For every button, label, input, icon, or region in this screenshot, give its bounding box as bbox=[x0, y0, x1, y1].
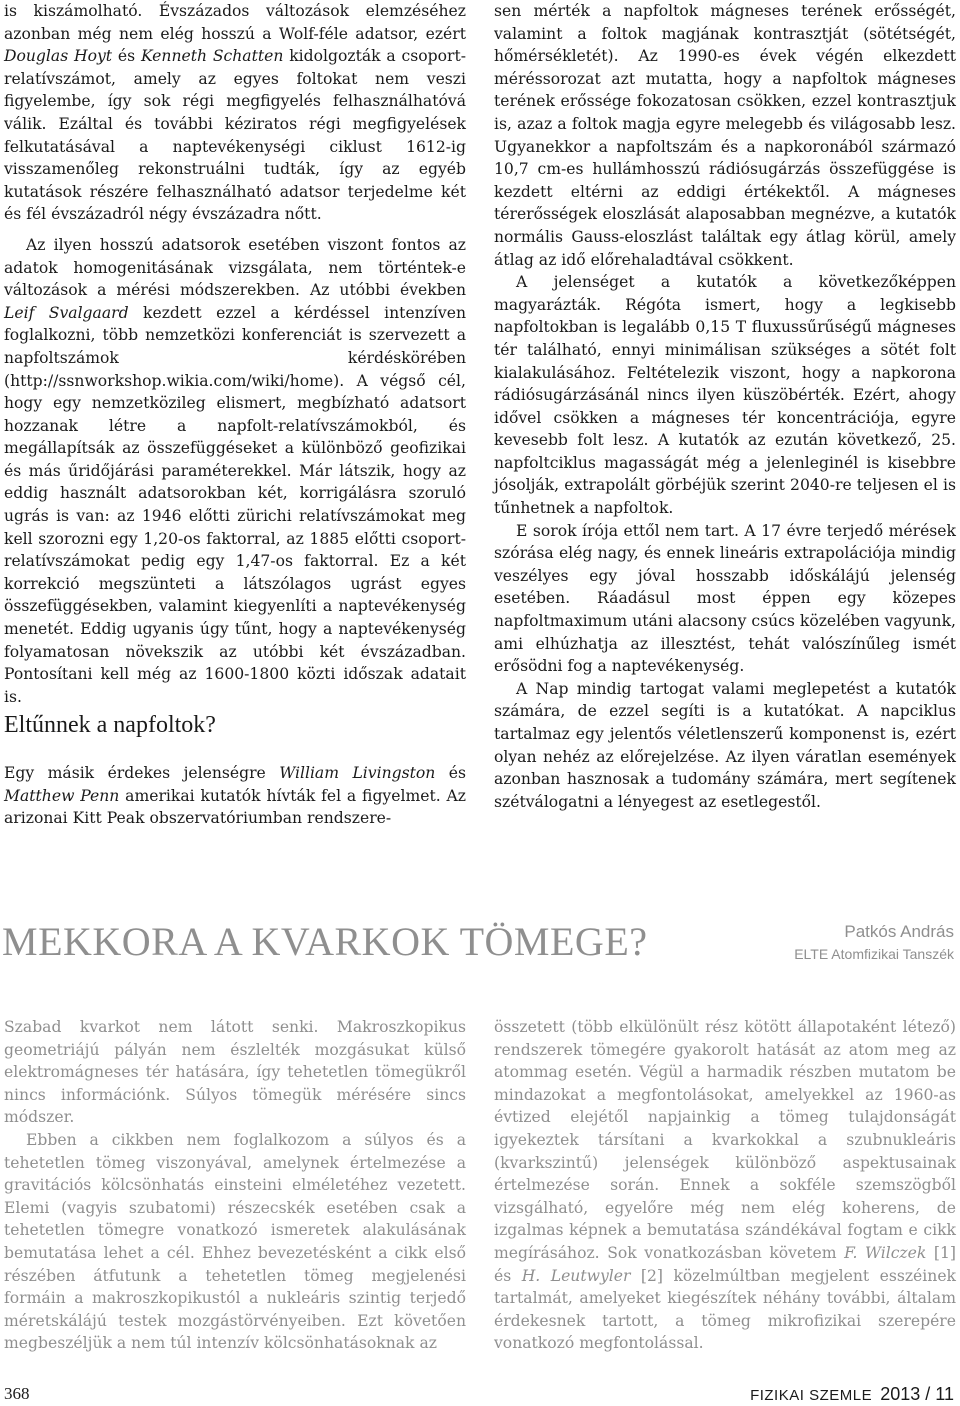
text-run: kidolgozták a csoport-relatívszámot, amely az egyes foltokat nem veszi figyelembe, így sok régi megfigyelés felhasználhatóvá válik. Ezáltal és további kéziratos régi megfigyelések felkutatásával a naptevékenységi ciklust 1612-ig visszamenőleg rekonstruálni tudták, így az egyéb kutatások részére felhasználható adatsor terjedelme két és fél évszázadról négy évszázadra nőtt. bbox=[4, 47, 466, 224]
italic-name: H. Leutwyler bbox=[521, 1266, 631, 1285]
text-run: is kiszámolható. Évszázados változások elemzéséhez azonban még nem elég hosszú a Wolf-féle adatsor, ezért bbox=[4, 2, 466, 43]
journal-footer bbox=[750, 1384, 954, 1405]
paragraph bbox=[494, 1016, 956, 1355]
italic-name: Matthew Penn bbox=[4, 786, 120, 805]
paragraph bbox=[494, 678, 956, 814]
text-run: Egy másik érdekes jelenségre bbox=[4, 764, 280, 782]
paragraph bbox=[494, 0, 956, 271]
text-run: amerikai kutatók hívták fel a figyelmet. Az arizonai Kitt Peak obszervatóriumban rendszere- bbox=[4, 786, 466, 828]
magazine-name: FIZIKAI SZEMLE bbox=[750, 1387, 873, 1404]
paragraph bbox=[494, 520, 956, 678]
text-run: Az ilyen hosszú adatsorok esetében viszont fontos az adatok homogenitásának vizsgálata, nem történtek-e változások a mérési módszerekben. Az utóbbi években bbox=[4, 235, 466, 300]
italic-name: William Livingston bbox=[279, 764, 436, 782]
italic-name: F. Wilczek bbox=[844, 1243, 927, 1262]
article-right-column bbox=[494, 1016, 956, 1355]
paragraph bbox=[4, 1129, 466, 1355]
paragraph bbox=[4, 234, 466, 708]
text-run: E sorok írója ettől nem tart. A 17 évre terjedő mérések szórása elég nagy, és ennek lineáris extrapolációja mindig veszélyes egy jóval hosszabb időskálájú jelenség esetében. Ráadásul most éppen egy közepes napfoltmaximum utáni alacsony csúcs közelében vagyunk, ami elhúzhatja az illesztést, tehát valószínűleg ismét erősödni fog a naptevékenység. bbox=[494, 521, 956, 676]
text-run: összetett (több elkülönült rész kötött állapotaként létező) rendszerek tömegére gyakorolt hatását az atom meg az atommag esetén. Végül a harmadik részben mutatom be mindazokat a megfontolásokat, amelyekkel az 1960-as évtized elejétől napjainkig a tömeg tulajdonságát igyekeztek társítani a kvarkokkal a szubnukleáris (kvarkszintű) jelenségek különböző aspektusainak értelmezése során. Ennek a sokféle szemszögből vizsgálható, egyelőre még nem elég koherens, de izgalmas képnek a bemutatása szándékával fogtam e cikk megírásához. Sok vonatkozásban követem bbox=[494, 1018, 956, 1262]
text-run: [2] közelmúltban megjelent esszéinek tartalmát, amelyeket kiegészítek néhány további, általam érdekesnek tartott, a tömeg mikrofizikai szerepére vonatkozó megfontolással. bbox=[494, 1266, 956, 1353]
section-intro bbox=[4, 762, 466, 830]
issue-number: 2013 / 11 bbox=[880, 1384, 954, 1404]
left-column-top bbox=[4, 0, 466, 708]
text-run: A Nap mindig tartogat valami meglepetést a kutatók számára, de ezzel segíti is a kutatókat. A napciklus tartalmaz egy jelentős véletlenszerű komponenst is, ezért olyan nehéz az előrejelzése. Az ilyen váratlan események azonban hasznosak a tudomány számára, mert segítenek szétválogatni a lényegest az esetlegestől. bbox=[494, 679, 956, 811]
author-affiliation: ELTE Atomfizikai Tanszék bbox=[794, 946, 954, 962]
italic-name: Kenneth Schatten bbox=[140, 47, 284, 66]
italic-name: Douglas Hoyt bbox=[4, 47, 113, 66]
text-run: és bbox=[435, 764, 466, 782]
italic-name: Leif Svalgaard bbox=[4, 303, 129, 322]
text-run: Ebben a cikkben nem foglalkozom a súlyos és a tehetetlen tömeg viszonyával, amelynek értelmezése a gravitációs kölcsönhatás einsteini elméletéhez vezetett. Elemi (vagyis szubatomi) részecskék esetében csak a tehetetlen tömegre vonatkozó ismeretek alakulásának bemutatása lehet a cél. Ehhez bevezetésként a cikk első részében átfutunk a tehetetlen tömeg megjelenési formáin a makroszkopikustól a nukleáris szintig terjedő méretskálájú testek mozgástörvényeiben. Ezt követően megbeszéljük a nem túl intenzív kölcsönhatásoknak az bbox=[4, 1130, 466, 1353]
text-run: kezdett ezzel a kérdéssel intenzíven foglalkozni, több nemzetközi konferenciát is szervezett a napfoltszámok kérdéskörében (http://ssnworkshop.wikia.com/wiki/home). A végső cél, hogy egy nemzetközileg elismert, megbízható adatsort hozzanak létre a napfolt-relatívszámokból, és megállapítsák az összefüggéseket a különböző geofizikai és más űridőjárási paraméterekkel. Már látszik, hogy az eddig használt adatsorokban két, korrigálásra szoruló ugrás is van: az 1946 előtti zürichi relatívszámokat meg kell szorozni egy 1,20-os faktorral, az 1885 előtti csoport-relatívszámokat pedig egy 1,47-os faktorral. Ez a két korrekció megszünteti a látszólagos ugrást egyes összefüggésekben, valamint kiegyenlíti a naptevékenység menetét. Eddig ugyanis úgy tűnt, hogy a naptevékenység folyamatosan növekszik az utóbbi két évszázadban. Pontosítani kell még az 1600-1800 közti időszak adatait is. bbox=[4, 303, 466, 706]
text-run: és bbox=[112, 47, 141, 66]
text-run: A jelenséget a kutatók a következőképpen magyarázták. Régóta ismert, hogy a legkisebb napfoltokban is legalább 0,15 T fluxussűrűségű mágneses tér található, ennyi minimálisan szükséges a sötét folt kialakulásához. Feltételezik viszont, hogy a napkorona rádiósugárzásánál nincs ilyen küszöbérték. Ezért, ahogy idővel csökken a mágneses tér koncentrációja, egyre kevesebb folt lesz. A kutatók az ezután következő, 25. napfoltciklus magasságát még a jelenleginél is kisebbre jósolják, extrapolált görbéjük szerint 2040-re teljesen el is tűnhetnek a napfoltok. bbox=[494, 273, 956, 518]
text-run: sen mérték a napfoltok mágneses terének erősségét, valamint a foltok magjának kontrasztját (sötétségét, hőmérsékletét). Az 1990-es évek végén elkezdett méréssorozat azt mutatta, hogy a napfoltok mágneses terének erőssége fokozatosan csökken, ezzel kontrasztjuk is, azaz a foltok magja egyre melegebb és világosabb lesz. Ugyanekkor a napfoltszám és a napkoronából származó 10,7 cm-es hullámhosszú rádiósugárzás összefüggése is kezdett eltérni az eddigi értékektől. A mágneses térerősségek eloszlását alaposabban megnézve, a kutatók normális Gauss-eloszlást találtak egy átlag körül, amely átlag az idő előrehaladtával csökkent. bbox=[494, 2, 956, 269]
section-heading: Eltűnnek a napfoltok? bbox=[4, 712, 216, 738]
author-name: Patkós András bbox=[844, 922, 954, 941]
article-title: MEKKORA A KVARKOK TÖMEGE? bbox=[2, 919, 648, 964]
paragraph bbox=[494, 271, 956, 520]
right-column-top bbox=[494, 0, 956, 813]
text-run: Szabad kvarkot nem látott senki. Makroszkopikus geometriájú pályán nem észlelték mozgásukat külső elektromágneses tér hatására, így tehetetlen tömegükről nincs információnk. Súlyos tömegük mérésére sincs módszer. bbox=[4, 1018, 466, 1127]
paragraph bbox=[4, 762, 466, 830]
byline bbox=[794, 922, 954, 962]
text-run: [1] és bbox=[494, 1243, 956, 1285]
paragraph bbox=[4, 0, 466, 226]
paragraph bbox=[4, 1016, 466, 1129]
page-number: 368 bbox=[4, 1384, 30, 1403]
article-left-column bbox=[4, 1016, 466, 1355]
